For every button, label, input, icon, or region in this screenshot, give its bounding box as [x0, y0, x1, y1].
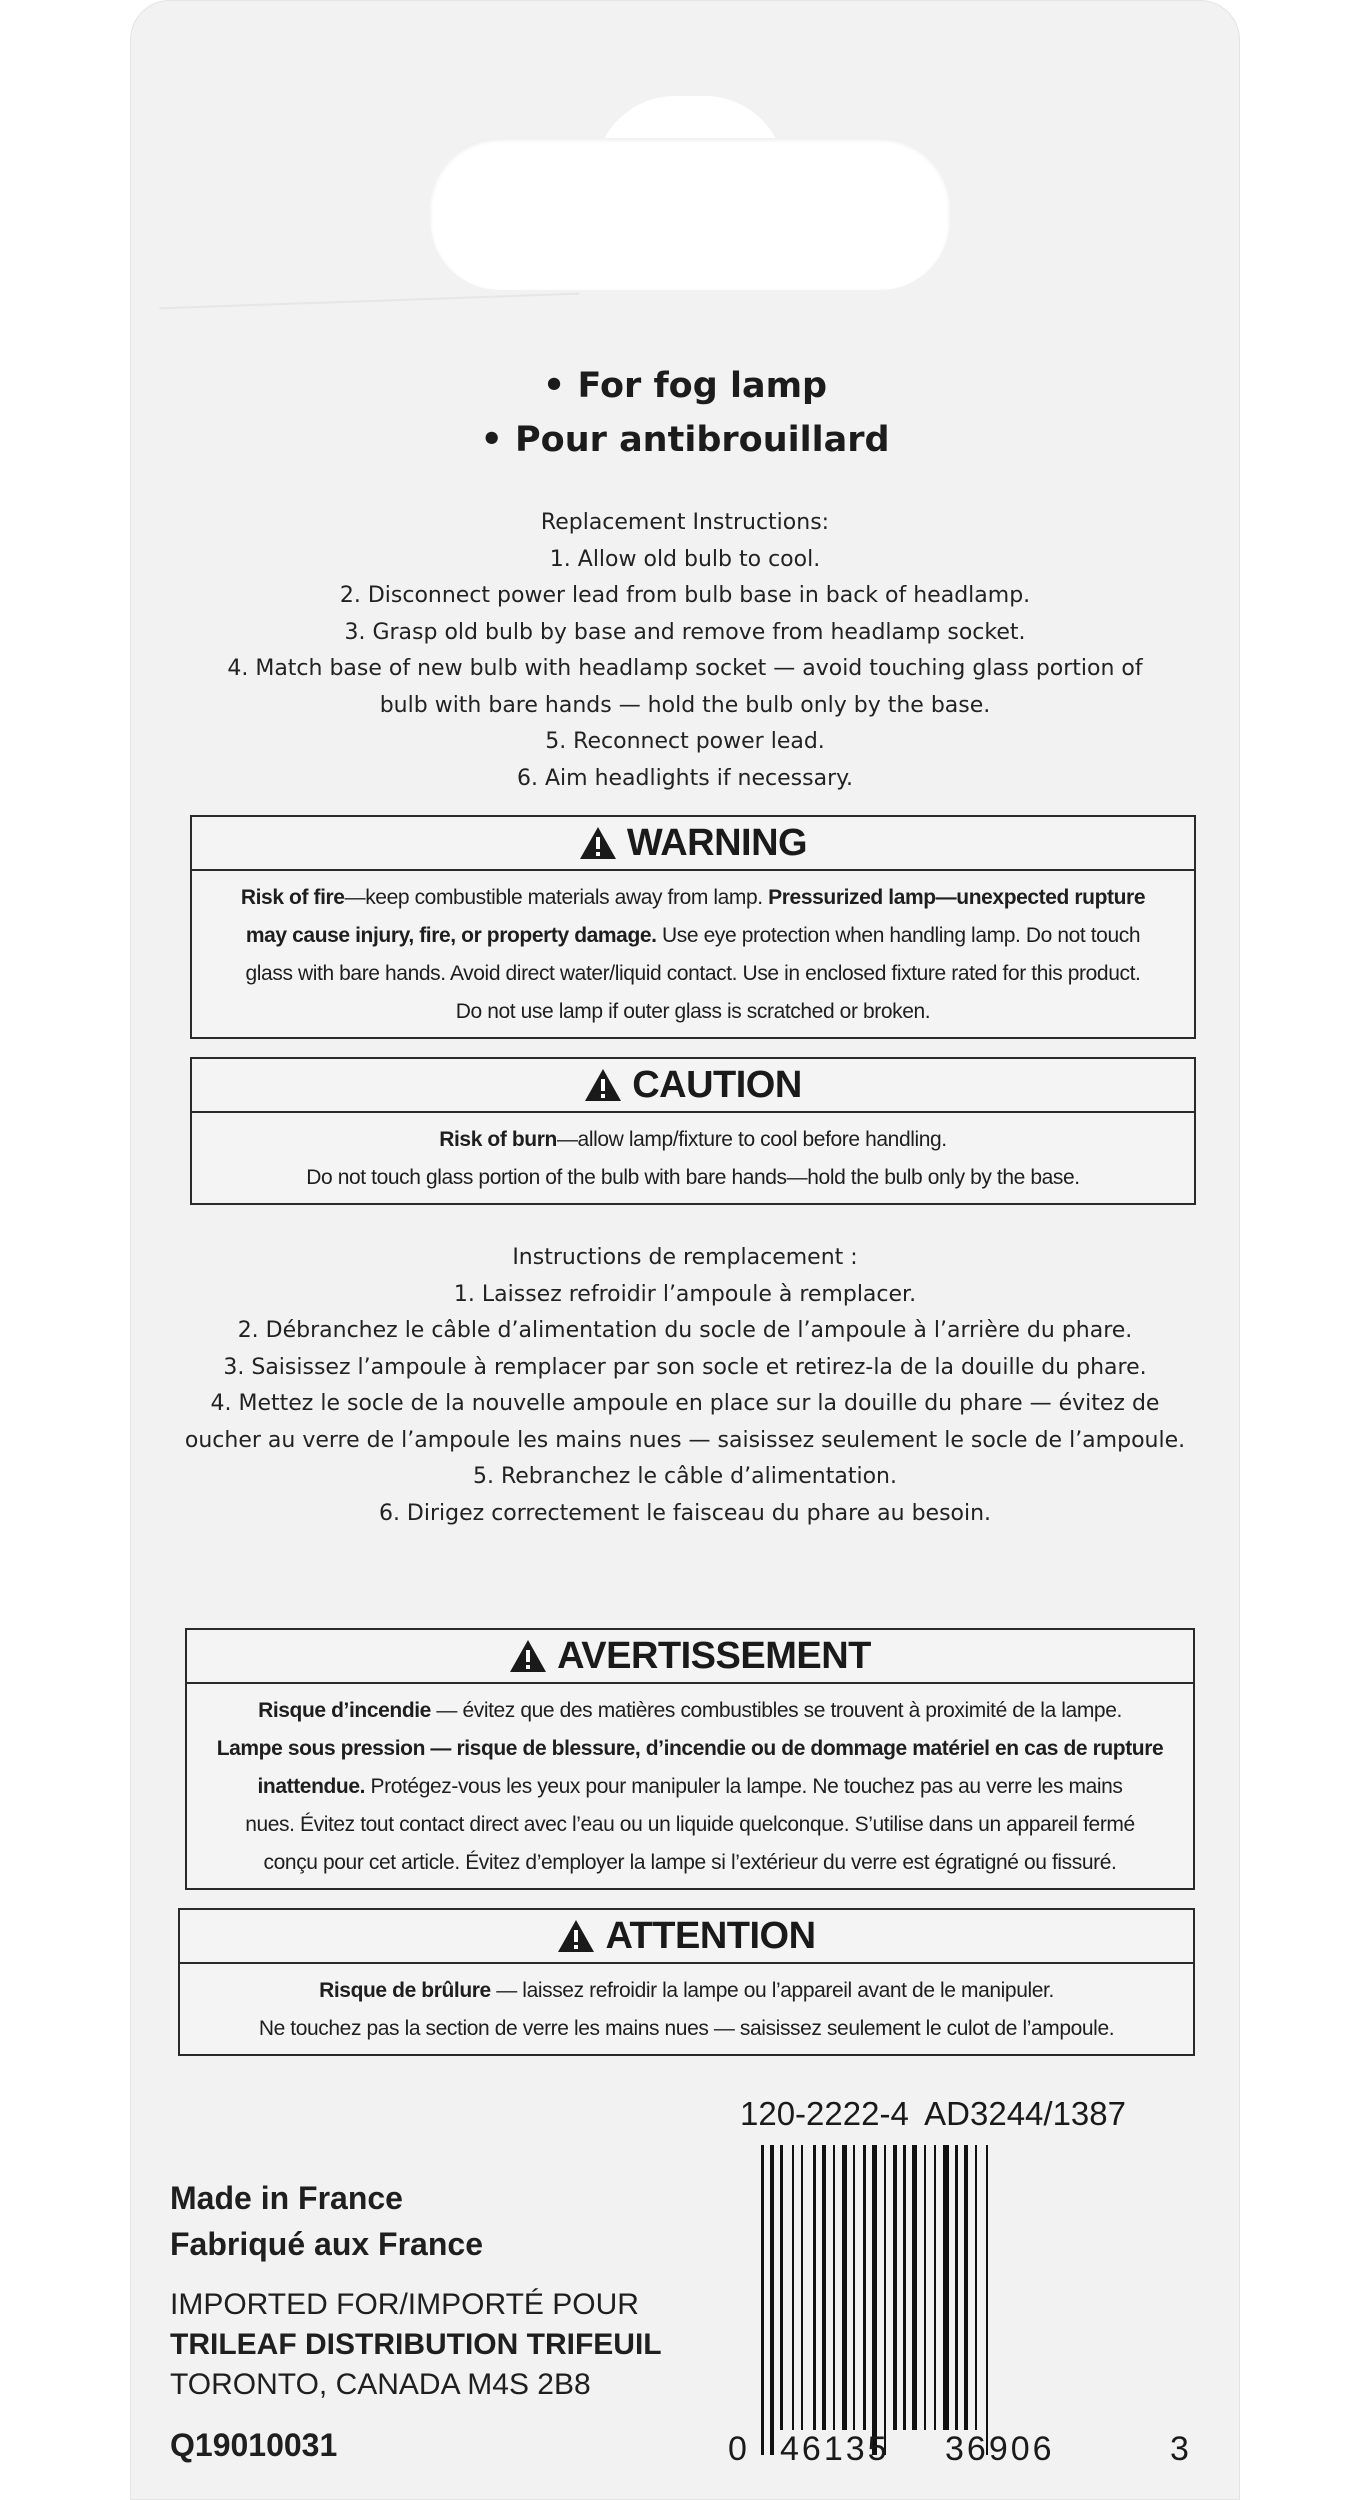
- warning-risk-fire: Risk of fire: [240, 886, 345, 909]
- warning-box-fr: [185, 1628, 1195, 1890]
- barcode-right-digits: 36906: [945, 2430, 1055, 2468]
- instruction-step: 4. Mettez le socle de la nouvelle ampoule en place sur la douille du phare — évitez de: [210, 1391, 1160, 1416]
- instructions-en: [130, 505, 1240, 797]
- avertissement-pression: Lampe sous pression — risque de blessure, d’incendie ou de dommage matériel en cas de rupture: [216, 1737, 1164, 1760]
- attention-text: — laissez refroidir la lampe ou l’appareil avant de le manipuler.: [490, 1979, 1054, 2002]
- instruction-step: 6. Aim headlights if necessary.: [517, 765, 853, 791]
- avertissement-inattendue: inattendue.: [257, 1775, 366, 1798]
- barcode-bar: [780, 2145, 783, 2430]
- instruction-step: 2. Disconnect power lead from bulb base in back of headlamp.: [339, 583, 1031, 608]
- barcode-bar: [813, 2145, 816, 2430]
- instructions-fr: [130, 1240, 1240, 1532]
- instruction-step: oucher au verre de l’ampoule les mains nues — saisissez seulement le socle de l’ampoule.: [184, 1427, 1186, 1453]
- importer-address: TORONTO, CANADA M4S 2B8: [170, 2368, 591, 2401]
- barcode-bar: [986, 2145, 988, 2455]
- warning-line: [202, 879, 1184, 917]
- barcode-bar: [833, 2145, 835, 2430]
- instructions-en-title: Replacement Instructions:: [540, 510, 830, 535]
- avertissement-heading-text: AVERTISSEMENT: [557, 1634, 871, 1677]
- avertissement-risque-incendie: Risque d’incendie: [258, 1699, 431, 1722]
- headline-fog-lamp: • For fog lamp: [542, 366, 828, 406]
- barcode-lead-digit: 0: [728, 2430, 747, 2468]
- warning-triangle-icon: [579, 826, 617, 860]
- warning-injury: may cause injury, fire, or property damage.: [245, 924, 657, 947]
- instruction-step: 5. Reconnect power lead.: [545, 729, 825, 754]
- barcode-bar: [801, 2145, 803, 2430]
- barcode-bar: [934, 2145, 936, 2430]
- importer-line: IMPORTED FOR/IMPORTÉ POUR: [170, 2288, 639, 2321]
- barcode-bar: [912, 2145, 917, 2430]
- barcode-check-digit: 3: [1170, 2430, 1189, 2468]
- warning-box-en: [190, 815, 1196, 1039]
- attention-heading: [180, 1910, 1193, 1964]
- barcode-bar: [893, 2145, 897, 2430]
- caution-line: [202, 1121, 1184, 1159]
- attention-body: [180, 1964, 1193, 2054]
- warning-triangle-icon: [557, 1919, 595, 1953]
- avertissement-heading: [187, 1630, 1193, 1684]
- attention-line: [190, 1972, 1183, 2010]
- caution-heading: [192, 1059, 1194, 1113]
- instructions-fr-title: Instructions de remplacement :: [512, 1245, 858, 1270]
- headline-antibrouillard: • Pour antibrouillard: [480, 420, 890, 460]
- barcode-bar: [924, 2145, 926, 2430]
- warning-text: —keep combustible materials away from lamp.: [344, 886, 769, 909]
- package-card: [130, 0, 1240, 2500]
- barcode-left-digits: 46135: [780, 2430, 890, 2468]
- caution-heading-text: CAUTION: [632, 1063, 802, 1106]
- barcode-bar: [943, 2145, 949, 2430]
- barcode-bar: [872, 2145, 877, 2455]
- barcode-bar: [863, 2145, 866, 2430]
- barcode-bar: [884, 2145, 886, 2455]
- instruction-step: 3. Saisissez l’ampoule à remplacer par son socle et retirez-la de la douille du phare.: [223, 1354, 1147, 1380]
- hang-hole: [430, 138, 950, 290]
- instruction-step: 5. Rebranchez le câble d’alimentation.: [472, 1464, 897, 1489]
- attention-heading-text: ATTENTION: [605, 1914, 816, 1957]
- avertissement-line: conçu pour cet article. Évitez d’employer la lampe si l’extérieur du verre est égratigné ou fissuré.: [263, 1851, 1117, 1874]
- warning-heading-text: WARNING: [626, 821, 808, 864]
- avertissement-body: [187, 1684, 1193, 1888]
- attention-line: Ne touchez pas la section de verre les mains nues — saisissez seulement le culot de l’ampoule.: [258, 2017, 1115, 2040]
- caution-box-fr: [178, 1908, 1195, 2056]
- caution-body: [192, 1113, 1194, 1203]
- instruction-step: 4. Match base of new bulb with headlamp socket — avoid touching glass portion of: [227, 656, 1143, 681]
- instruction-step: 3. Grasp old bulb by base and remove from headlamp socket.: [344, 619, 1026, 645]
- warning-body: [192, 871, 1194, 1037]
- lot-number: Q19010031: [170, 2427, 338, 2463]
- instruction-step: 1. Laissez refroidir l’ampoule à remplacer.: [453, 1281, 917, 1307]
- origin-fr: Fabriqué aux France: [170, 2226, 483, 2262]
- barcode-bar: [761, 2145, 764, 2455]
- barcode-bar: [853, 2145, 855, 2430]
- warning-pressurized: Pressurized lamp—unexpected rupture: [768, 886, 1146, 909]
- instruction-step: 6. Dirigez correctement le faisceau du phare au besoin.: [378, 1500, 992, 1526]
- importer-company: TRILEAF DISTRIBUTION TRIFEUIL: [170, 2328, 662, 2361]
- importer-block: [170, 2285, 662, 2405]
- warning-heading: [192, 817, 1194, 871]
- barcode-bar: [903, 2145, 906, 2430]
- warning-line: glass with bare hands. Avoid direct water/liquid contact. Use in enclosed fixture rated for this product.: [245, 962, 1141, 985]
- origin-en: Made in France: [170, 2180, 403, 2216]
- avertissement-line: [197, 1730, 1183, 1768]
- avertissement-line: nues. Évitez tout contact direct avec l’eau ou un liquide quelconque. S’utilise dans un appareil fermé: [245, 1813, 1135, 1836]
- part-codes: 120-2222-4 AD3244/1387: [740, 2095, 1126, 2132]
- warning-line: Do not use lamp if outer glass is scratched or broken.: [455, 1000, 931, 1023]
- instruction-step: bulb with bare hands — hold the bulb only by the base.: [379, 692, 991, 718]
- caution-text: —allow lamp/fixture to cool before handling.: [556, 1128, 947, 1151]
- barcode-image: [755, 2145, 1145, 2455]
- barcode-bar: [822, 2145, 826, 2430]
- barcode-bar: [964, 2145, 968, 2430]
- instruction-step: 2. Débranchez le câble d’alimentation du socle de l’ampoule à l’arrière du phare.: [237, 1318, 1133, 1343]
- instruction-step: 1. Allow old bulb to cool.: [549, 546, 821, 572]
- barcode-bar: [842, 2145, 847, 2430]
- caution-box-en: [190, 1057, 1196, 1205]
- barcode-bar: [770, 2145, 774, 2455]
- caution-risk-burn: Risk of burn: [439, 1128, 557, 1151]
- avertissement-text: Protégez-vous les yeux pour manipuler la lampe. Ne touchez pas au verre les mains: [365, 1775, 1123, 1798]
- card-crease: [159, 293, 580, 350]
- warning-text: Use eye protection when handling lamp. Do not touch: [656, 924, 1141, 947]
- avertissement-line: [197, 1768, 1183, 1806]
- avertissement-text: — évitez que des matières combustibles se trouvent à proximité de la lampe.: [430, 1699, 1122, 1722]
- warning-line: [202, 917, 1184, 955]
- attention-risque-brulure: Risque de brûlure: [319, 1979, 491, 2002]
- barcode-bar: [792, 2145, 794, 2430]
- barcode-bar: [975, 2145, 977, 2430]
- warning-triangle-icon: [509, 1639, 547, 1673]
- caution-line: Do not touch glass portion of the bulb with bare hands—hold the bulb only by the base.: [306, 1166, 1080, 1189]
- barcode-bar: [955, 2145, 958, 2430]
- avertissement-line: [197, 1692, 1183, 1730]
- warning-triangle-icon: [584, 1068, 622, 1102]
